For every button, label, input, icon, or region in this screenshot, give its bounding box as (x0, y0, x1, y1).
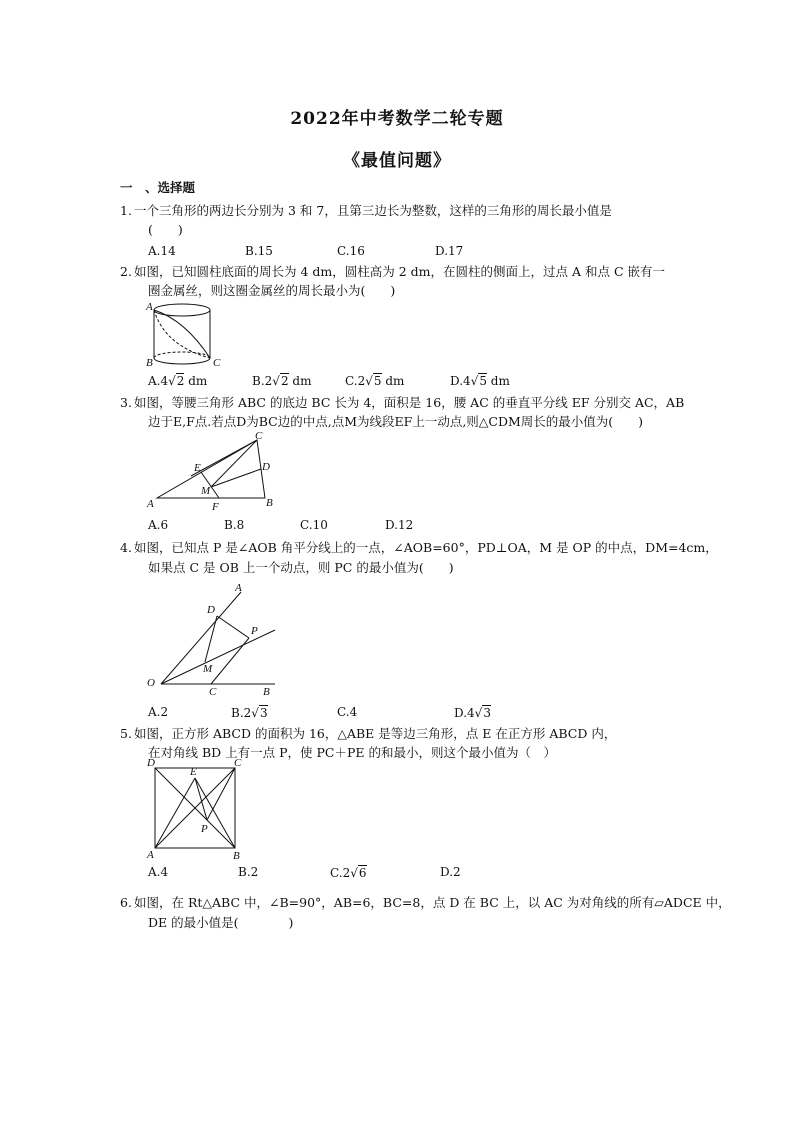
option-d[interactable]: D.2 (440, 865, 461, 879)
option-c[interactable]: C.2√5 dm (345, 374, 405, 388)
question-number: 3. (120, 395, 132, 410)
question-text-line: 边于E,F点.若点D为BC边的中点,点M为线段EF上一动点,则△CDM周长的最小值为( ) (148, 414, 644, 429)
label-e: E (194, 462, 201, 474)
option-b[interactable]: B.2√2 dm (252, 374, 312, 388)
cylinder-figure (145, 298, 225, 370)
segment-pc (211, 638, 249, 684)
option-c[interactable]: C.2√6 (330, 866, 367, 880)
ray-oa (161, 592, 241, 684)
option-d[interactable]: D.4√5 dm (450, 374, 510, 388)
question-number: 1. (120, 203, 132, 218)
label-p: P (201, 823, 208, 835)
cylinder-bottom-front (154, 358, 210, 364)
section-heading: 一 、选择题 (120, 180, 196, 195)
question-text-line: 如图，等腰三角形 ABC 的底边 BC 长为 4，面积是 16，腰 AC 的垂直平分线 EF 分别交 AC，AB (134, 395, 685, 410)
label-c: C (213, 357, 221, 369)
question-text-line: DE 的最小值是( ) (148, 915, 294, 930)
label-m: M (201, 485, 211, 497)
label-o: O (147, 677, 155, 689)
question-text-line: 如图，已知圆柱底面的周长为 4 dm，圆柱高为 2 dm，在圆柱的侧面上，过点 A 和点 C 嵌有一 (134, 264, 665, 279)
label-e: E (190, 766, 197, 778)
option-c[interactable]: C.4 (337, 705, 358, 719)
label-c: C (234, 757, 242, 769)
question-text-line: 一个三角形的两边长分别为 3 和 7，且第三边长为整数，这样的三角形的周长最小值是 (134, 203, 612, 218)
segment-ae-ext (191, 440, 257, 476)
segment-cm (211, 440, 257, 487)
segment-pc (207, 768, 235, 820)
label-c: C (255, 430, 263, 442)
question-text-line: 如图，已知点 P 是∠AOB 角平分线上的一点，∠AOB=60°，PD⊥OA，M 是 OP 的中点，DM=4cm， (134, 540, 718, 555)
label-a: A (146, 301, 153, 313)
option-a[interactable]: A.4 (148, 865, 169, 879)
option-b[interactable]: B.8 (224, 518, 245, 532)
segment-dm (211, 469, 261, 487)
option-b[interactable]: B.2√3 (231, 706, 268, 720)
label-m: M (203, 663, 213, 675)
triangle-figure (145, 432, 280, 512)
segment-pd (217, 616, 249, 638)
label-b: B (146, 357, 153, 369)
square-figure (145, 758, 245, 862)
page-title: 2022年中考数学二轮专题 (290, 109, 504, 129)
option-d[interactable]: D.12 (385, 518, 414, 532)
label-d: D (207, 604, 215, 616)
label-a: A (235, 582, 242, 594)
question-text-line: 如图，正方形 ABCD 的面积为 16，△ABE 是等边三角形，点 E 在正方形 ABCD 内， (134, 726, 617, 741)
label-c: C (209, 686, 217, 698)
segment-dm (205, 616, 217, 662)
question-number: 5. (120, 726, 132, 741)
label-d: D (262, 461, 270, 473)
question-text-line: 如图，在 Rt△ABC 中，∠B=90°，AB=6，BC=8，点 D 在 BC 上，以 AC 为对角线的所有▱ADCE 中， (134, 895, 731, 910)
cylinder-top-ellipse (154, 304, 210, 316)
cylinder-bottom-back (154, 352, 210, 358)
option-c[interactable]: C.16 (337, 244, 365, 258)
question-text-line: 圈金属丝，则这圈金属丝的周长最小为( ) (148, 283, 396, 298)
label-f: F (212, 501, 219, 513)
option-d[interactable]: D.4√3 (454, 706, 491, 720)
label-b: B (263, 686, 270, 698)
question-text-line: 如果点 C 是 OB 上一个动点，则 PC 的最小值为( ) (148, 560, 454, 575)
option-a[interactable]: A.14 (148, 244, 176, 258)
question-text-line: ( ) (148, 222, 183, 237)
wire-back (154, 310, 210, 358)
label-p: P (251, 625, 258, 637)
label-d: D (147, 757, 155, 769)
question-number: 6. (120, 895, 132, 910)
question-number: 4. (120, 540, 132, 555)
page-subtitle: 《最值问题》 (343, 151, 451, 171)
label-b: B (266, 497, 273, 509)
question-text-line: 在对角线 BD 上有一点 P，使 PC＋PE 的和最小，则这个最小值为（ ） (148, 745, 556, 760)
option-d[interactable]: D.17 (435, 244, 464, 258)
angle-figure (145, 580, 280, 698)
option-b[interactable]: B.2 (238, 865, 259, 879)
label-a: A (147, 498, 154, 510)
label-b: B (233, 850, 240, 862)
option-a[interactable]: A.2 (148, 705, 169, 719)
option-c[interactable]: C.10 (300, 518, 328, 532)
option-a[interactable]: A.4√2 dm (148, 374, 208, 388)
label-a: A (147, 849, 154, 861)
wire-front (154, 310, 210, 358)
option-b[interactable]: B.15 (245, 244, 273, 258)
option-a[interactable]: A.6 (148, 518, 169, 532)
question-number: 2. (120, 264, 132, 279)
